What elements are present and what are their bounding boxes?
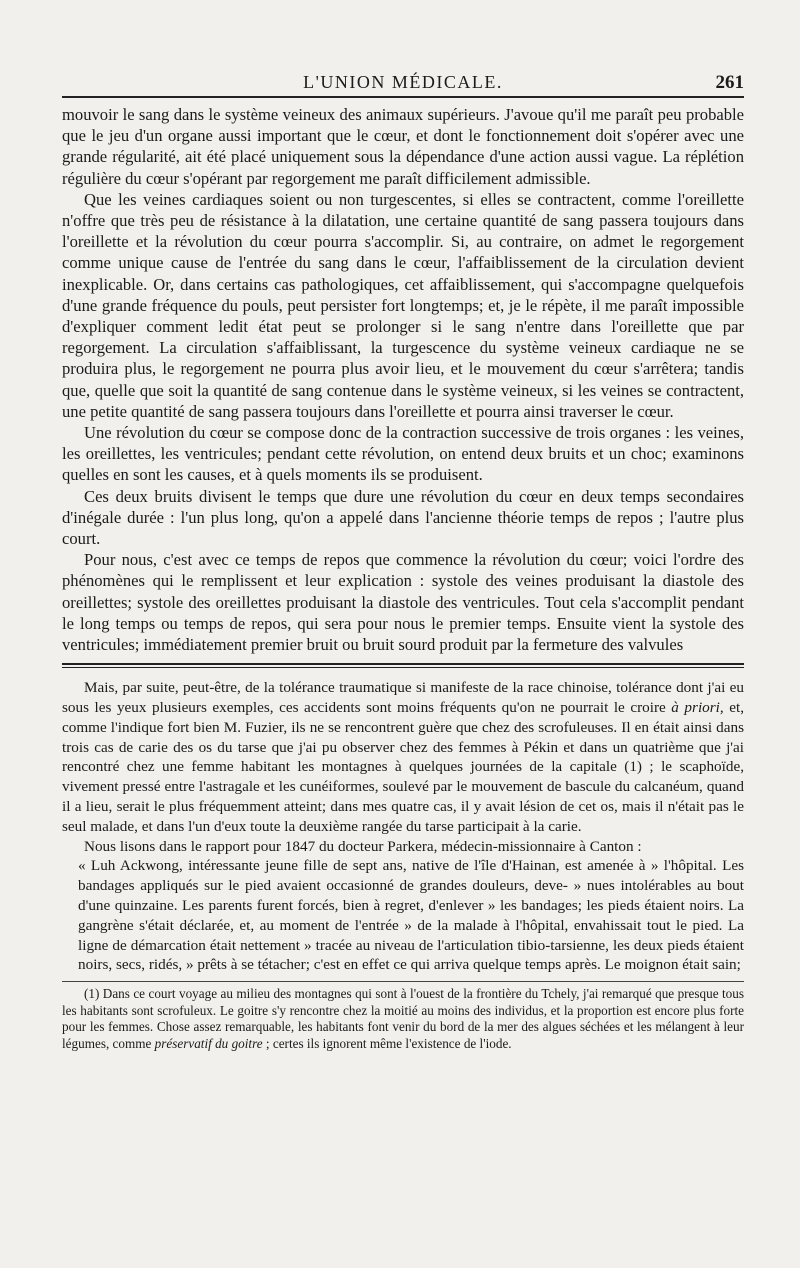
note-italic: à priori — [671, 699, 720, 717]
page-number: 261 — [715, 72, 744, 93]
footnote-italic: préservatif du goitre — [154, 1036, 263, 1052]
note-paragraph: Nous lisons dans le rapport pour 1847 du docteur Parkera, médecin-missionnaire à Canton : — [84, 837, 642, 855]
footnote-text-part: (1) Dans ce court voyage au milieu des montagnes qui sont à l'ouest de la frontière du Tchely, j'ai remarqué que presque tous les habitants sont scrofuleux. Le goitre s'y rencontre chez la moitié au moins des individus, et la proportion est encore plus forte pour les femmes. Chose assez remarquable, les habitants font venir du bord de la mer des algues séchées et les mélangent à leur légumes, comme — [62, 986, 744, 1052]
note-text — [62, 678, 744, 975]
paragraph: Pour nous, c'est avec ce temps de repos que commence la révolution du cœur; voici l'ordre des phénomènes qui le remplissent et leur explication : systole des veines produisant la diastole des oreillettes; systole des oreillettes produisant la diastole des ventricules. Tout cela s'accomplit pendant le long temps ou temps de repos, qui sera pour nous le premier temps. Ensuite vient la systole des ventricules; immédiatement premier bruit ou bruit sourd produit par la fermeture des valvules — [62, 550, 744, 655]
footnote — [62, 986, 744, 1052]
footnote-rule — [62, 981, 744, 982]
footnote-paragraph — [62, 986, 744, 1052]
note-text-part: Mais, par suite, peut-être, de la tolérance traumatique si manifeste de la race chinoise, tolérance dont j'ai eu sous les yeux plusieurs exemples, ces accidents sont moins fréquents qu'on ne pourrait le croire — [62, 679, 744, 717]
note-quote: « Luh Ackwong, intéressante jeune fille de sept ans, native de l'île d'Hainan, est amenée à » l'hôpital. Les bandages appliqués sur le pied avaient occasionné de grandes douleurs, deve- » nues intolérables au bout d'une quinzaine. Les parents furent forcés, bien à regret, d'enlever » les bandages; les pieds étaient noirs. La gangrène s'était déclarée, et, au moment de l'entrée » de la malade à l'hôpital, envahissait tout le pied. La ligne de démarcation était nettement » tracée au niveau de l'articulation tibio-tarsienne, les deux pieds étaient noirs, secs, ridés, » prêts à se tétacher; c'est en effet ce qui arriva quelque temps après. Le moignon était sain; — [78, 857, 744, 974]
page-header — [62, 62, 744, 92]
paragraph: mouvoir le sang dans le système veineux des animaux supérieurs. J'avoue qu'il me paraît peu probable que le jeu d'un organe aussi important que le cœur, et dont le fonctionnement doit s'opérer avec une grande régularité, ait été placé uniquement sous la dépendance d'une action aussi vague. La réplétion régulière du cœur s'opérant par regorgement me paraît difficilement admissible. — [62, 105, 744, 188]
section-divider — [62, 663, 744, 668]
header-rule — [62, 96, 744, 98]
note-paragraph — [62, 678, 744, 836]
running-head: L'UNION MÉDICALE. — [303, 72, 503, 92]
paragraph: Une révolution du cœur se compose donc de la contraction successive de trois organes : les veines, les oreillettes, les ventricules; pendant cette révolution, on entend deux bruits et un choc; examinons quelles en sont les causes, et à quels moments ils se produisent. — [62, 423, 744, 485]
footnote-text-part: ; certes ils ignorent même l'existence de l'iode. — [262, 1036, 512, 1052]
paragraph: Ces deux bruits divisent le temps que dure une révolution du cœur en deux temps secondaires d'inégale durée : l'un plus long, qu'on a appelé dans l'ancienne théorie temps de repos ; l'autre plus court. — [62, 486, 744, 549]
main-text — [62, 104, 744, 655]
paragraph: Que les veines cardiaques soient ou non turgescentes, si elles se contractent, comme l'oreillette n'offre que très peu de résistance à la dilatation, une certaine quantité de sang passera toujours dans l'oreillette et la révolution du cœur pourra s'accomplir. Si, au contraire, on admet le regorgement comme unique cause de l'entrée du sang dans le cœur, l'affaiblissement de la circulation devient inexplicable. Or, dans certains cas pathologiques, cet affaiblissement, qui s'accompagne quelquefois d'une grande fréquence du pouls, peut persister fort longtemps; et, je le répète, il me paraît impossible d'expliquer comment ledit état peut se prolonger si le sang n'entre dans l'oreillette que par regorgement. La circulation s'affaiblissant, la turgescence du système veineux cardiaque ne se produira plus, le regorgement ne pourra plus avoir lieu, et le mouvement du cœur s'arrêtera; tandis que, quelle que soit la quantité de sang contenue dans le système veineux, si les veines se contractent, une petite quantité de sang passera toujours dans l'oreillette et pourra ainsi traverser le cœur. — [62, 189, 744, 421]
note-text-part: , et, comme l'indique fort bien M. Fuzier, ils ne se rencontrent guère que chez des scrofuleuses. Il en était ainsi dans trois cas de carie des os du tarse que j'ai pu observer chez des femmes à Pékin et dans un quatrième que j'ai rencontré chez une femme habitant les montagnes à quelques journées de la capitale (1) ; le scaphoïde, vivement pressé entre l'astragale et les cunéiformes, soulevé par le mouvement de bascule du calcanéum, quand il a lieu, serait le plus fréquemment atteint; dans mes quatre cas, il y avait lésion de cet os, mais il n'était pas le seul malade, et dans l'un d'eux toute la deuxième rangée du tarse participait à la carie. — [62, 699, 744, 835]
